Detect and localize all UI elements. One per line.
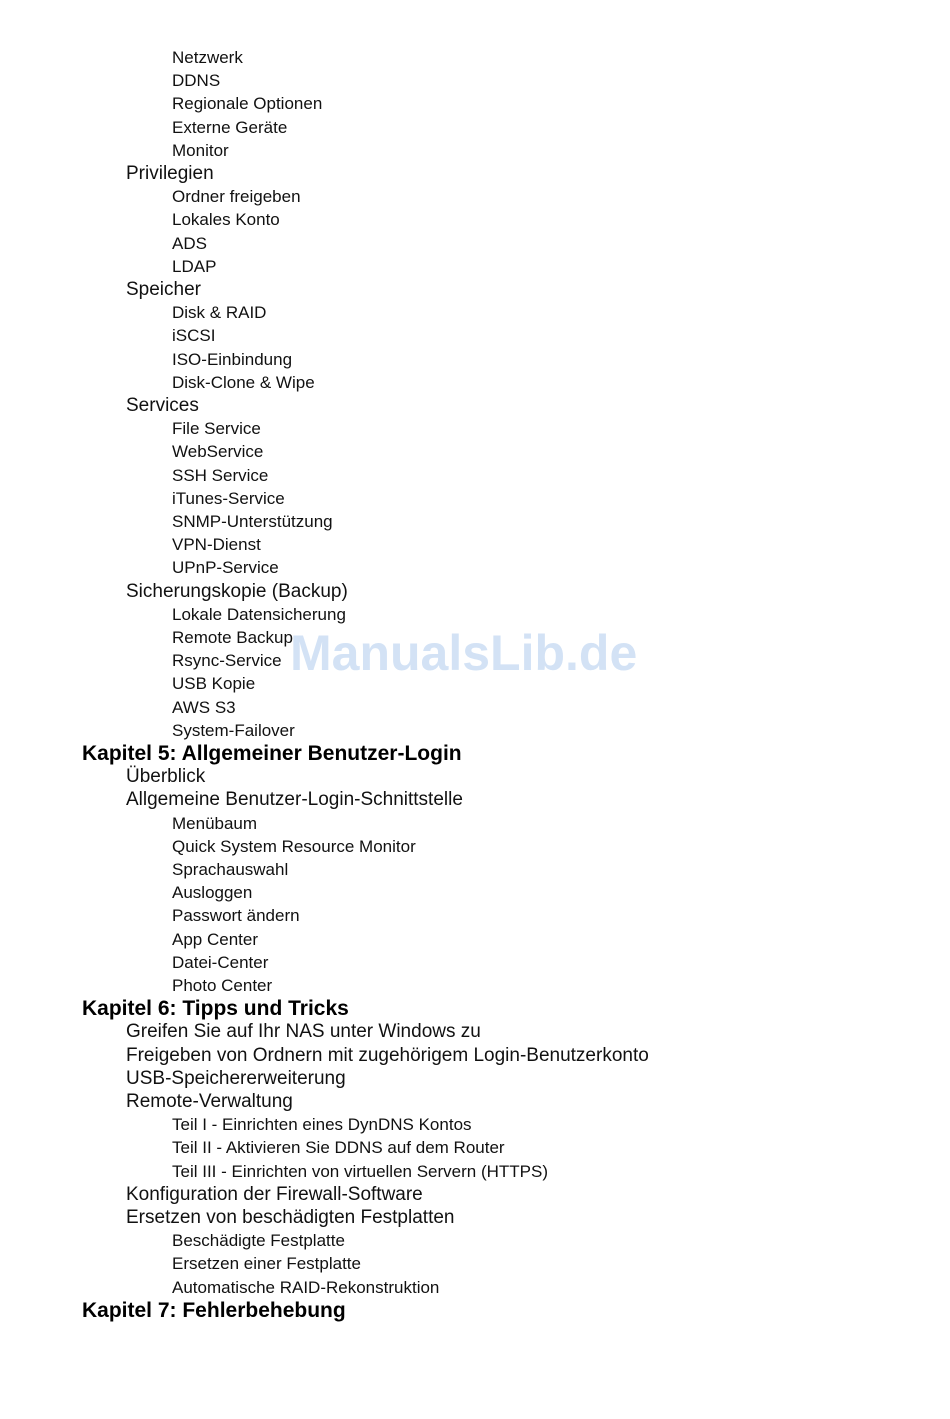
toc-subsection-entry[interactable]: Datei-Center (172, 952, 269, 972)
toc-subsection-entry[interactable]: ISO-Einbindung (172, 349, 293, 369)
toc-section-entry[interactable]: Freigeben von Ordnern mit zugehörigem Login-Benutzerkonto (126, 1044, 649, 1066)
toc-section-entry[interactable]: Sicherungskopie (Backup) (126, 580, 348, 602)
toc-subsection-entry[interactable]: Ordner freigeben (172, 187, 301, 207)
toc-subsection-entry[interactable]: DDNS (172, 71, 221, 91)
toc-subsection-entry[interactable]: Menübaum (172, 813, 258, 833)
toc-subsection-entry[interactable]: LDAP (172, 256, 217, 276)
toc-section-entry[interactable]: Remote-Verwaltung (126, 1091, 293, 1112)
toc-subsection-entry[interactable]: iSCSI (172, 326, 216, 346)
toc-section-entry[interactable]: USB-Speichererweiterung (126, 1067, 346, 1089)
toc-section-entry[interactable]: Überblick (126, 766, 206, 788)
toc-subsection-entry[interactable]: Netzwerk (172, 48, 243, 67)
toc-chapter-heading[interactable]: Kapitel 7: Fehlerbehebung (82, 1298, 346, 1322)
toc-subsection-entry[interactable]: Automatische RAID-Rekonstruktion (172, 1277, 440, 1297)
toc-subsection-entry[interactable]: Teil II - Aktivieren Sie DDNS auf dem Router (172, 1138, 505, 1158)
toc-chapter-heading[interactable]: Kapitel 5: Allgemeiner Benutzer-Login (82, 742, 462, 765)
toc-section-entry[interactable]: Services (126, 395, 199, 416)
toc-section-entry[interactable]: Allgemeine Benutzer-Login-Schnittstelle (126, 789, 463, 811)
toc-chapter-heading[interactable]: Kapitel 6: Tipps und Tricks (82, 997, 349, 1021)
toc-section-entry[interactable]: Ersetzen von beschädigten Festplatten (126, 1207, 455, 1228)
toc-subsection-entry[interactable]: Teil III - Einrichten von virtuellen Servern (HTTPS) (172, 1161, 549, 1181)
toc-subsection-entry[interactable]: Lokale Datensicherung (172, 604, 346, 624)
toc-subsection-entry[interactable]: SNMP-Unterstützung (172, 512, 333, 531)
toc-subsection-entry[interactable]: Remote Backup (172, 628, 293, 647)
toc-subsection-entry[interactable]: Lokales Konto (172, 210, 280, 230)
toc-subsection-entry[interactable]: Monitor (172, 140, 229, 160)
toc-section-entry[interactable]: Privilegien (126, 163, 214, 184)
toc-subsection-entry[interactable]: Disk & RAID (172, 303, 267, 323)
toc-subsection-entry[interactable]: Rsync-Service (172, 651, 282, 671)
toc-subsection-entry[interactable]: Disk-Clone & Wipe (172, 372, 315, 392)
toc-subsection-entry[interactable]: Teil I - Einrichten eines DynDNS Kontos (172, 1115, 472, 1135)
toc-subsection-entry[interactable]: ADS (172, 233, 207, 253)
toc-subsection-entry[interactable]: USB Kopie (172, 674, 256, 694)
toc-subsection-entry[interactable]: UPnP-Service (172, 558, 279, 578)
toc-subsection-entry[interactable]: Sprachauswahl (172, 860, 289, 879)
watermark: ManualsLib.de (290, 625, 638, 681)
toc-section-entry[interactable]: Konfiguration der Firewall-Software (126, 1183, 423, 1205)
toc-subsection-entry[interactable]: Ersetzen einer Festplatte (172, 1254, 361, 1274)
toc-subsection-entry[interactable]: Quick System Resource Monitor (172, 836, 416, 856)
toc-subsection-entry[interactable]: Photo Center (172, 976, 273, 995)
toc-section-entry[interactable]: Greifen Sie auf Ihr NAS unter Windows zu (126, 1021, 481, 1043)
toc-subsection-entry[interactable]: Regionale Optionen (172, 94, 323, 114)
toc-subsection-entry[interactable]: iTunes-Service (172, 488, 285, 508)
toc-subsection-entry[interactable]: AWS S3 (172, 697, 236, 717)
toc-subsection-entry[interactable]: SSH Service (172, 465, 269, 485)
toc-subsection-entry[interactable]: VPN-Dienst (172, 535, 261, 555)
toc-subsection-entry[interactable]: Externe Geräte (172, 117, 288, 137)
toc-subsection-entry[interactable]: File Service (172, 419, 261, 439)
toc-subsection-entry[interactable]: System-Failover (172, 720, 295, 740)
toc-subsection-entry[interactable]: App Center (172, 929, 258, 949)
toc-subsection-entry[interactable]: Beschädigte Festplatte (172, 1231, 345, 1251)
toc-subsection-entry[interactable]: Passwort ändern (172, 906, 300, 926)
toc-subsection-entry[interactable]: Ausloggen (172, 883, 253, 903)
toc-section-entry[interactable]: Speicher (126, 279, 201, 300)
toc-subsection-entry[interactable]: WebService (172, 442, 264, 462)
